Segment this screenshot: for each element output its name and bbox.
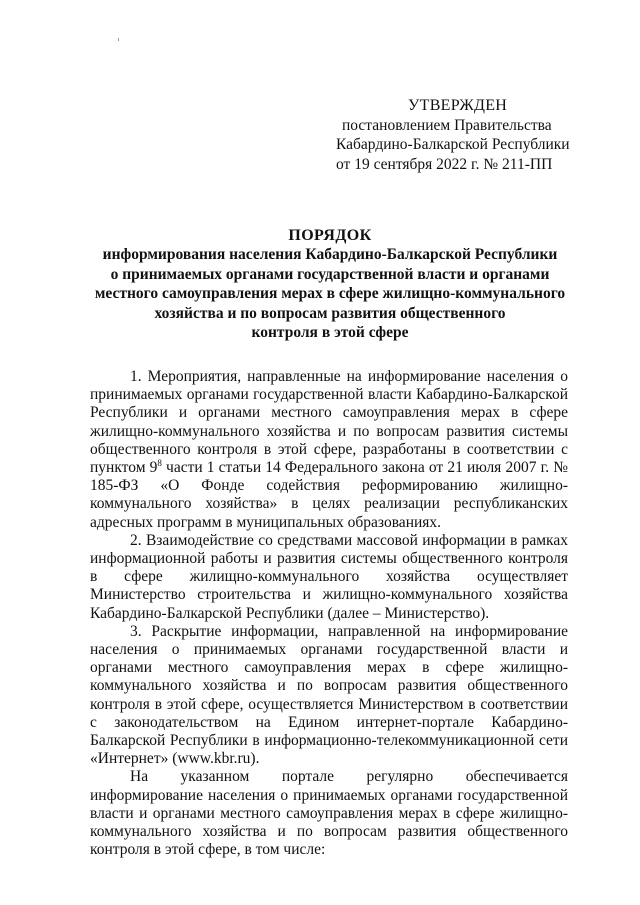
title-line: хозяйства и по вопросам развития общественного: [154, 304, 506, 322]
title-line: контроля в этой сфере: [251, 324, 409, 342]
document-body: [90, 368, 568, 859]
document-title: [80, 226, 580, 342]
title-word: ПОРЯДОК: [288, 227, 372, 244]
paragraph-2: 2. Взаимодействие со средствами массовой информации в рамках информационной работы и развития системы общественного контроля в сфере жилищно-коммунального хозяйства осуществляет Министерство строительства и жилищно-коммунального хозяйства Кабардино-Балкарской Республики (далее – Министерство).: [90, 531, 568, 622]
paragraph-1-text-b: части 1 статьи 14 Федерального закона от 21 июля 2007 г. № 185-ФЗ «О Фонде содействия реформированию жилищно-коммунального хозяйства» в целях реализации республиканских адресных программ в муниципальных образованиях.: [90, 459, 568, 531]
approval-line: от 19 сентября 2022 г. № 211-ПП: [336, 155, 553, 173]
scan-speck: [118, 38, 119, 41]
approval-block: [336, 96, 626, 174]
paragraph-4: На указанном портале регулярно обеспечивается информирование населения о принимаемых органами государственной власти и органами местного самоуправления мерах в сфере жилищно-коммунального хозяйства и по вопросам развития общественного контроля в этой сфере, в том числе:: [90, 768, 568, 859]
paragraph-1: [90, 368, 568, 532]
title-line: о принимаемых органами государственной власти и органами: [110, 265, 550, 283]
approval-heading: УТВЕРЖДЕН: [408, 97, 508, 114]
superscript: 8: [157, 457, 162, 468]
approval-line: Кабардино-Балкарской Республики: [336, 136, 570, 153]
paragraph-3: 3. Раскрытие информации, направленной на информирование населения о принимаемых органами государственной власти и органами местного самоуправления мерах в сфере жилищно-коммунального хозяйства и по вопросам развития общественного контроля в этой сфере, осуществляется Министерством в соответствии с законодательством на Едином интернет-портале Кабардино-Балкарской Республики в информационно-телекоммуникационной сети «Интернет» (www.kbr.ru).: [90, 622, 568, 768]
paragraph-1-text-a: 1. Мероприятия, направленные на информирование населения о принимаемых органами государственной власти Кабардино-Балкарской Республики и органами местного самоуправления мерах в сфере жилищно-коммунального хозяйства и по вопросам развития системы общественного контроля в этой сфере, разработаны в соответствии с пунктом 9: [90, 368, 568, 477]
title-line: информирования населения Кабардино-Балкарской Республики: [102, 246, 558, 264]
title-line: местного самоуправления мерах в сфере жилищно-коммунального: [94, 285, 566, 303]
approval-line: постановлением Правительства: [342, 116, 552, 134]
